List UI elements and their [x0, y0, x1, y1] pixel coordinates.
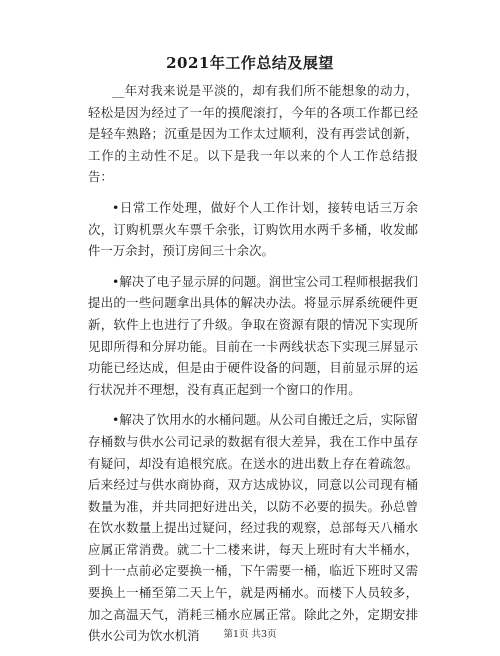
- paragraph-daily-work: •日常工作处理，做好个人工作计划，接转电话三万余次，订购机票火车票千余张，订购饮用水两千多桶，收发邮件一万余封，预订房间三十余次。: [88, 199, 418, 259]
- document-title: 2021年工作总结及展望: [166, 54, 334, 72]
- paragraph-display-screen: •解决了电子显示屏的问题。润世宝公司工程师根据我们提出的一些问题拿出具体的解决办法。将显示屏系统硬件更新，软件上也进行了升级。争取在资源有限的情况下实现所见即所得和分屏功能。目前在一卡两线状态下实现三屏显示功能已经达成，但是由于硬件设备的问题，目前显示屏的运行状况并不理想，没有真正起到一个窗口的作用。: [88, 273, 418, 397]
- paragraph-intro: __年对我来说是平淡的，却有我们所不能想象的动力，轻松是因为经过了一年的摸爬滚打，今年的各项工作都已经是轻车熟路；沉重是因为工作太过顺利，没有再尝试创新，工作的主动性不足。以下是我一年以来的个人工作总结报告：: [88, 83, 418, 185]
- page-number-footer: 第1页 共3页: [223, 629, 277, 640]
- paragraph-water-bucket: •解决了饮用水的水桶问题。从公司自搬迁之后，实际留存桶数与供水公司记录的数据有很大差异，我在工作中虽存有疑问，却没有追根究底。在送水的进出数上存在着疏忽。后来经过与供水商协商，双方达成协议，同意以公司现有桶数量为准，并共同把好进出关，以防不必要的损失。孙总曾在饮水数量上提出过疑问，经过我的观察，总部每天八桶水应属正常消费。就二十二楼来讲，每天上班时有大半桶水，到十一点前必定要换一桶，下午需要一桶，临近下班时又需要换上一桶至第二天上午，就是两桶水。而楼下人员较多，加之高温天气，消耗三桶水应属正常。除此之外，定期安排供水公司为饮水机消: [88, 412, 418, 644]
- document-body: [88, 80, 418, 656]
